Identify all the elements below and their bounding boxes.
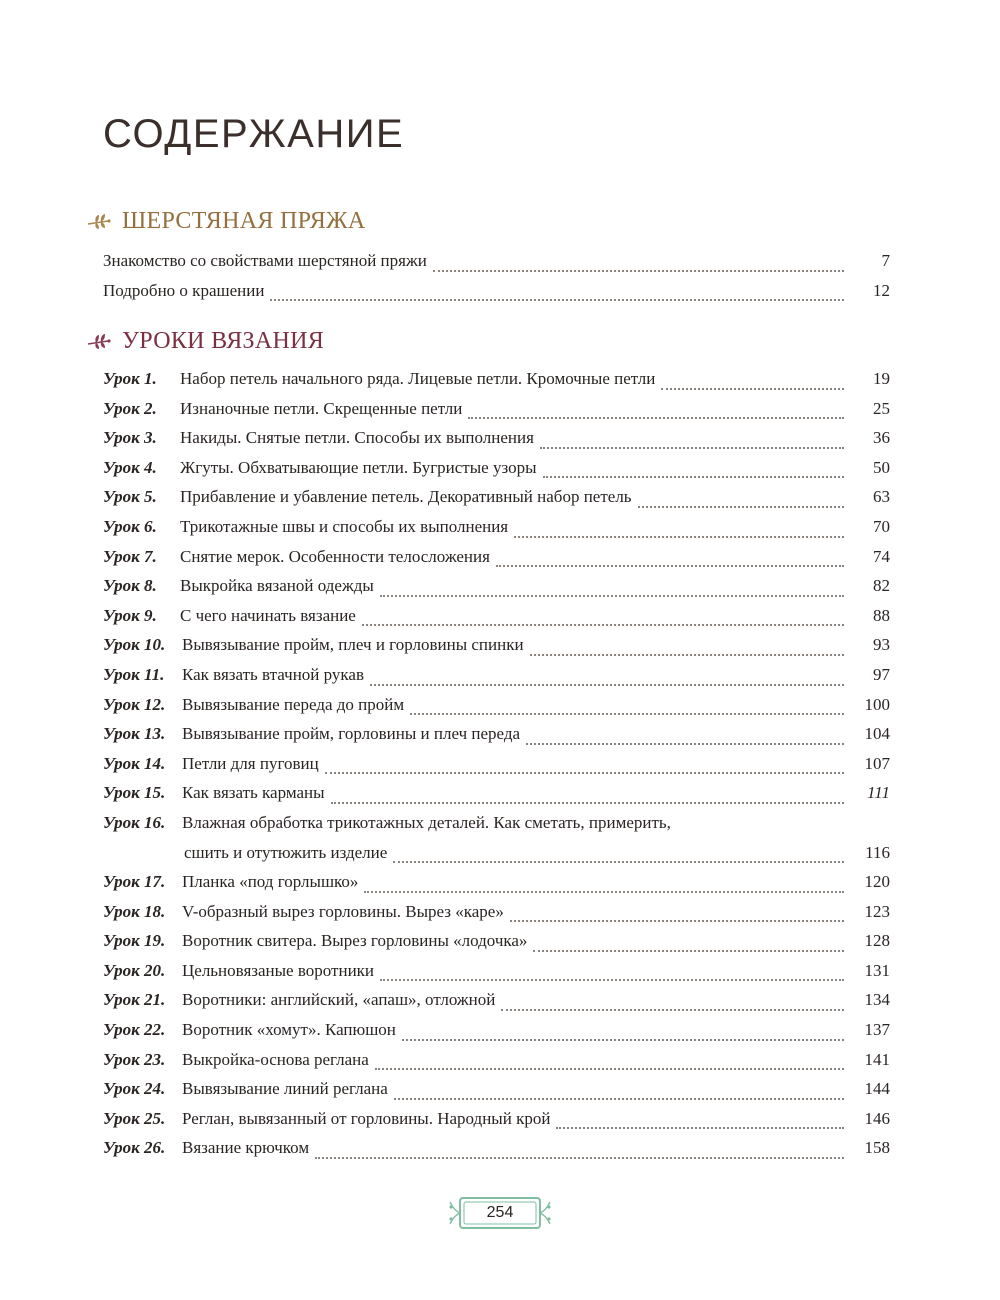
entry-text: Петли для пуговиц xyxy=(182,753,319,773)
dot-leader xyxy=(540,446,844,449)
entry-text: Реглан, вывязанный от горловины. Народный крой xyxy=(182,1108,551,1128)
entry-text: V-образный вырез горловины. Вырез «каре» xyxy=(182,901,504,921)
toc-entry-lesson[interactable] xyxy=(103,867,890,897)
lesson-label: Урок 20. xyxy=(103,960,166,980)
dot-leader xyxy=(362,623,844,626)
dot-leader xyxy=(410,712,844,715)
leaf-ornament-icon xyxy=(86,332,112,350)
dot-leader xyxy=(514,535,844,538)
toc-entry-lesson[interactable] xyxy=(103,897,890,927)
page-number: 82 xyxy=(873,576,890,596)
lesson-label: Урок 15. xyxy=(103,783,166,803)
dot-leader xyxy=(468,416,844,419)
dot-leader xyxy=(638,505,844,508)
entry-text-continuation: сшить и отутюжить изделие xyxy=(184,842,388,862)
page-number: 50 xyxy=(873,457,890,477)
dot-leader xyxy=(556,1126,844,1129)
lesson-label: Урок 26. xyxy=(103,1138,166,1158)
lesson-label: Урок 12. xyxy=(103,694,166,714)
entry-text: Цельновязаные воротники xyxy=(182,960,375,980)
toc-list-wool xyxy=(103,246,890,305)
entry-text: Воротник свитера. Вырез горловины «лодочка» xyxy=(182,931,528,951)
lesson-label: Урок 19. xyxy=(103,931,166,951)
page-number: 131 xyxy=(864,960,890,980)
toc-entry-lesson[interactable] xyxy=(103,512,890,542)
page-number: 93 xyxy=(873,635,890,655)
toc-list-lessons xyxy=(103,364,890,1163)
toc-entry-lesson[interactable] xyxy=(103,1045,890,1075)
dot-leader xyxy=(394,1097,844,1100)
lesson-label: Урок 13. xyxy=(103,724,166,744)
toc-entry-lesson[interactable] xyxy=(103,985,890,1015)
page-number: 97 xyxy=(873,664,890,684)
dot-leader xyxy=(370,683,844,686)
page-number: 25 xyxy=(873,398,890,418)
entry-text: Вывязывание линий реглана xyxy=(182,1079,388,1099)
toc-entry-lesson[interactable] xyxy=(103,1133,890,1163)
page-number: 134 xyxy=(864,990,890,1010)
toc-entry-lesson[interactable] xyxy=(103,482,890,512)
entry-text: Выкройка-основа реглана xyxy=(182,1049,369,1069)
entry-text: Знакомство со свойствами шерстяной пряжи xyxy=(103,251,427,270)
page-number: 116 xyxy=(865,842,890,862)
toc-entry-lesson[interactable] xyxy=(103,690,890,720)
lesson-label: Урок 5. xyxy=(103,487,157,507)
toc-entry-lesson[interactable] xyxy=(103,1104,890,1134)
lesson-label: Урок 25. xyxy=(103,1108,166,1128)
dot-leader xyxy=(533,949,844,952)
page-number: 63 xyxy=(873,487,890,507)
dot-leader xyxy=(526,742,844,745)
toc-entry-lesson[interactable] xyxy=(103,749,890,779)
toc-entry-lesson[interactable] xyxy=(103,1074,890,1104)
page-number: 128 xyxy=(864,931,890,951)
page-number: 74 xyxy=(873,546,890,566)
dot-leader xyxy=(375,1067,844,1070)
leaf-ornament-icon xyxy=(86,212,112,230)
dot-leader xyxy=(661,387,844,390)
toc-entry-lesson[interactable] xyxy=(103,630,890,660)
section-title-lessons: УРОКИ ВЯЗАНИЯ xyxy=(122,327,325,354)
lesson-label: Урок 8. xyxy=(103,576,157,596)
toc-entry-lesson[interactable] xyxy=(103,542,890,572)
dot-leader xyxy=(331,801,844,804)
entry-text: Накиды. Снятые петли. Способы их выполнения xyxy=(180,428,534,448)
page-number: 88 xyxy=(873,605,890,625)
page-number: 158 xyxy=(864,1138,890,1158)
page-number: 19 xyxy=(873,369,890,388)
toc-entry[interactable] xyxy=(103,276,890,306)
page-number: 123 xyxy=(864,901,890,921)
lesson-label: Урок 9. xyxy=(103,605,157,625)
lesson-label: Урок 14. xyxy=(103,753,166,773)
lesson-label: Урок 7. xyxy=(103,546,157,566)
dot-leader xyxy=(393,860,844,863)
toc-entry-lesson[interactable] xyxy=(103,571,890,601)
page-number: 107 xyxy=(864,753,890,773)
entry-text: Вывязывание переда до пройм xyxy=(182,694,405,714)
toc-entry-lesson[interactable] xyxy=(103,719,890,749)
dot-leader xyxy=(270,298,844,301)
page-number: 144 xyxy=(864,1079,890,1099)
dot-leader xyxy=(530,653,844,656)
entry-text: Влажная обработка трикотажных деталей. Как сметать, примерить, xyxy=(182,812,671,832)
dot-leader xyxy=(380,978,844,981)
dot-leader xyxy=(496,564,844,567)
lesson-label: Урок 17. xyxy=(103,872,166,892)
entry-text: Набор петель начального ряда. Лицевые петли. Кромочные петли xyxy=(180,369,656,388)
entry-text: Изнаночные петли. Скрещенные петли xyxy=(180,398,463,418)
lesson-label: Урок 21. xyxy=(103,990,166,1010)
lesson-label: Урок 18. xyxy=(103,901,166,921)
lesson-label: Урок 3. xyxy=(103,428,157,448)
page-number: 137 xyxy=(864,1020,890,1040)
entry-text: Воротник «хомут». Капюшон xyxy=(182,1020,396,1040)
toc-entry-lesson[interactable] xyxy=(103,601,890,631)
page-number: 146 xyxy=(864,1108,890,1128)
section-header-wool xyxy=(86,206,365,236)
toc-entry-lesson[interactable] xyxy=(103,660,890,690)
entry-text: Прибавление и убавление петель. Декоративный набор петель xyxy=(180,487,632,507)
entry-text: С чего начинать вязание xyxy=(180,605,356,625)
dot-leader xyxy=(433,269,844,272)
page-number: 12 xyxy=(873,280,890,300)
entry-text: Подробно о крашении xyxy=(103,280,265,300)
page-number: 141 xyxy=(864,1049,890,1069)
page-number: 120 xyxy=(864,872,890,892)
dot-leader xyxy=(315,1156,844,1159)
entry-text: Планка «под горлышко» xyxy=(182,872,359,892)
entry-text: Как вязать втачной рукав xyxy=(182,664,364,684)
page-number-label: 254 xyxy=(486,1204,514,1221)
dot-leader xyxy=(510,919,844,922)
toc-entry-lesson[interactable] xyxy=(103,926,890,956)
lesson-label: Урок 24. xyxy=(103,1079,166,1099)
toc-entry-lesson[interactable] xyxy=(103,364,890,394)
page-number: 36 xyxy=(873,428,890,448)
toc-entry[interactable] xyxy=(103,246,890,276)
toc-entry-lesson[interactable] xyxy=(103,1015,890,1045)
lesson-label: Урок 23. xyxy=(103,1049,166,1069)
page-number: 7 xyxy=(881,251,890,270)
entry-text: Воротники: английский, «апаш», отложной xyxy=(182,990,496,1010)
dot-leader xyxy=(364,890,844,893)
entry-text: Как вязать карманы xyxy=(182,783,325,803)
toc-entry-lesson[interactable] xyxy=(103,394,890,424)
lesson-label: Урок 16. xyxy=(103,812,166,832)
lesson-label: Урок 1. xyxy=(103,369,157,388)
page-number: 111 xyxy=(867,783,890,803)
lesson-label: Урок 4. xyxy=(103,457,157,477)
page-number-badge xyxy=(448,1190,552,1236)
dot-leader xyxy=(325,771,844,774)
page-number: 104 xyxy=(864,724,890,744)
lesson-label: Урок 6. xyxy=(103,516,157,536)
entry-text: Вязание крючком xyxy=(182,1138,310,1158)
entry-text: Вывязывание пройм, плеч и горловины спинки xyxy=(182,635,524,655)
page-number: 70 xyxy=(873,516,890,536)
toc-entry-lesson[interactable] xyxy=(103,808,890,867)
toc-entry-lesson[interactable] xyxy=(103,423,890,453)
section-title-wool: ШЕРСТЯНАЯ ПРЯЖА xyxy=(122,207,366,234)
dot-leader xyxy=(380,594,844,597)
toc-entry-lesson[interactable] xyxy=(103,956,890,986)
entry-text: Снятие мерок. Особенности телосложения xyxy=(180,546,490,566)
toc-entry-lesson[interactable] xyxy=(103,778,890,808)
lesson-label: Урок 10. xyxy=(103,635,166,655)
lesson-label: Урок 22. xyxy=(103,1020,166,1040)
dot-leader xyxy=(501,1008,844,1011)
dot-leader xyxy=(402,1038,844,1041)
entry-text: Выкройка вязаной одежды xyxy=(180,576,374,596)
page-title: СОДЕРЖАНИЕ xyxy=(103,112,405,156)
toc-entry-lesson[interactable] xyxy=(103,453,890,483)
section-header-lessons xyxy=(86,326,324,356)
page-number: 100 xyxy=(864,694,890,714)
lesson-label: Урок 2. xyxy=(103,398,157,418)
entry-text: Вывязывание пройм, горловины и плеч переда xyxy=(182,724,521,744)
entry-text: Трикотажные швы и способы их выполнения xyxy=(180,516,509,536)
dot-leader xyxy=(543,475,845,478)
entry-text: Жгуты. Обхватывающие петли. Бугристые узоры xyxy=(180,457,537,477)
lesson-label: Урок 11. xyxy=(103,664,165,684)
